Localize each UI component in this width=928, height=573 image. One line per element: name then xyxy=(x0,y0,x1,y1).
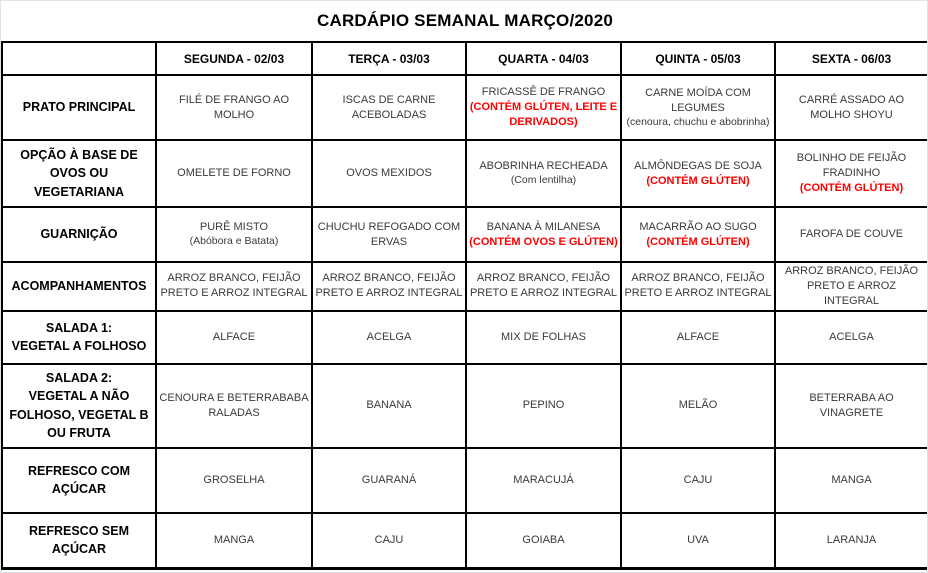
dish-name: CHUCHU REFOGADO COM ERVAS xyxy=(317,220,461,248)
menu-cell xyxy=(466,448,621,513)
menu-cell xyxy=(621,311,775,364)
dish-name: PEPINO xyxy=(522,399,565,412)
menu-cell xyxy=(156,364,312,448)
menu-cell xyxy=(466,207,621,262)
dish-name: BOLINHO DE FEIJÃO FRADINHO xyxy=(796,152,907,180)
row-label: SALADA 1: VEGETAL A FOLHOSO xyxy=(2,311,156,364)
menu-cell xyxy=(466,75,621,140)
dish-name: FILÉ DE FRANGO AO MOLHO xyxy=(178,93,290,121)
dish-name: GUARANÁ xyxy=(361,473,417,486)
dish-name: ABOBRINHA RECHEADA xyxy=(479,160,608,173)
menu-cell xyxy=(621,207,775,262)
menu-cell xyxy=(156,207,312,262)
allergen-warning: (CONTÉM GLÚTEN, LEITE E DERIVADOS) xyxy=(469,101,618,128)
row-label: GUARNIÇÃO xyxy=(2,207,156,262)
dish-name: ARROZ BRANCO, FEIJÃO PRETO E ARROZ INTEGRAL xyxy=(315,272,463,300)
dish-name: LARANJA xyxy=(826,533,877,546)
dish-name: BANANA xyxy=(366,399,412,412)
menu-cell xyxy=(156,311,312,364)
dish-name: PURÊ MISTO xyxy=(199,221,269,234)
menu-cell xyxy=(312,207,466,262)
menu-cell xyxy=(466,140,621,207)
menu-cell xyxy=(466,513,621,569)
day-header: SEXTA - 06/03 xyxy=(775,42,928,75)
dish-name: BETERRABA AO VINAGRETE xyxy=(809,391,894,419)
row-label: SALADA 2: VEGETAL A NÃO FOLHOSO, VEGETAL B OU FRUTA xyxy=(2,364,156,448)
row-label: REFRESCO SEM AÇÚCAR xyxy=(2,513,156,569)
menu-cell xyxy=(621,262,775,311)
allergen-warning: (CONTÉM GLÚTEN) xyxy=(646,235,750,248)
dish-name: UVA xyxy=(687,533,709,546)
dish-name: MACARRÃO AO SUGO xyxy=(639,220,757,233)
dish-name: CARNE MOÍDA COM LEGUMES xyxy=(645,86,751,114)
dish-name: GOIABA xyxy=(522,533,565,546)
row-label: REFRESCO COM AÇÚCAR xyxy=(2,448,156,513)
menu-cell xyxy=(312,513,466,569)
dish-name: CARRÉ ASSADO AO MOLHO SHOYU xyxy=(798,93,905,121)
menu-row xyxy=(2,262,928,311)
row-label: PRATO PRINCIPAL xyxy=(2,75,156,140)
dish-name: MELÃO xyxy=(678,399,718,412)
allergen-warning: (CONTÉM GLÚTEN) xyxy=(799,181,904,194)
menu-cell xyxy=(466,364,621,448)
dish-name: FAROFA DE COUVE xyxy=(799,228,904,241)
dish-name: ARROZ BRANCO, FEIJÃO PRETO E ARROZ INTEGRAL xyxy=(160,272,308,300)
menu-cell xyxy=(312,448,466,513)
dish-name: ARROZ BRANCO, FEIJÃO PRETO E ARROZ INTEGRAL xyxy=(624,272,772,300)
menu-cell xyxy=(312,140,466,207)
day-header: QUINTA - 05/03 xyxy=(621,42,775,75)
menu-cell xyxy=(312,364,466,448)
menu-cell xyxy=(775,448,928,513)
dish-name: CAJU xyxy=(683,473,713,486)
menu-cell xyxy=(775,207,928,262)
dish-name: ISCAS DE CARNE ACEBOLADAS xyxy=(342,93,436,121)
dish-name: CENOURA E BETERRABABA RALADAS xyxy=(159,391,309,419)
menu-cell xyxy=(466,262,621,311)
day-header: SEGUNDA - 02/03 xyxy=(156,42,312,75)
row-label: ACOMPANHAMENTOS xyxy=(2,262,156,311)
day-header: TERÇA - 03/03 xyxy=(312,42,466,75)
corner-cell xyxy=(2,42,156,75)
dish-name: BANANA À MILANESA xyxy=(486,220,601,233)
dish-name: OVOS MEXIDOS xyxy=(346,167,432,180)
dish-name: FRICASSÊ DE FRANGO xyxy=(481,86,606,99)
dish-name: ALFACE xyxy=(212,330,256,343)
dish-name: ALFACE xyxy=(676,330,720,343)
menu-row xyxy=(2,207,928,262)
dish-name: ARROZ BRANCO, FEIJÃO PRETO E ARROZ INTEGRAL xyxy=(784,265,919,307)
dish-name: GROSELHA xyxy=(203,473,265,486)
menu-cell xyxy=(156,140,312,207)
menu-cell xyxy=(775,140,928,207)
dish-name: MARACUJÁ xyxy=(513,473,574,486)
header-row xyxy=(2,42,928,75)
menu-cell xyxy=(621,75,775,140)
page-title: CARDÁPIO SEMANAL MARÇO/2020 xyxy=(2,1,928,42)
dish-name: MIX DE FOLHAS xyxy=(501,330,586,343)
dish-name: CAJU xyxy=(374,533,404,546)
menu-row xyxy=(2,513,928,569)
menu-cell xyxy=(775,311,928,364)
day-header: QUARTA - 04/03 xyxy=(466,42,621,75)
menu-row xyxy=(2,311,928,364)
menu-cell xyxy=(621,513,775,569)
menu-cell xyxy=(156,262,312,311)
menu-cell xyxy=(621,140,775,207)
menu-cell xyxy=(775,364,928,448)
menu-cell xyxy=(156,513,312,569)
menu-cell xyxy=(775,75,928,140)
dish-detail-note: (Com lentilha) xyxy=(510,174,577,187)
menu-cell xyxy=(621,364,775,448)
menu-cell xyxy=(312,311,466,364)
title-row xyxy=(2,1,928,42)
dish-name: ACELGA xyxy=(366,330,412,343)
menu-cell xyxy=(775,262,928,311)
menu-cell xyxy=(312,262,466,311)
menu-cell xyxy=(312,75,466,140)
dish-detail-note: (cenoura, chuchu e abobrinha) xyxy=(626,115,770,128)
menu-row xyxy=(2,448,928,513)
dish-name: MANGA xyxy=(213,533,255,546)
dish-name: MANGA xyxy=(831,473,872,486)
dish-name: ALMÔNDEGAS DE SOJA xyxy=(634,159,762,172)
dish-detail-note: (Abóbora e Batata) xyxy=(189,235,279,248)
allergen-warning: (CONTÉM GLÚTEN) xyxy=(646,174,750,187)
menu-cell xyxy=(621,448,775,513)
menu-cell xyxy=(156,448,312,513)
menu-cell xyxy=(156,75,312,140)
dish-name: ACELGA xyxy=(829,330,874,343)
allergen-warning: (CONTÉM OVOS E GLÚTEN) xyxy=(469,235,618,248)
menu-row xyxy=(2,75,928,140)
menu-row xyxy=(2,364,928,448)
menu-cell xyxy=(466,311,621,364)
menu-row xyxy=(2,140,928,207)
weekly-menu-table xyxy=(1,1,928,570)
dish-name: ARROZ BRANCO, FEIJÃO PRETO E ARROZ INTEGRAL xyxy=(469,272,618,300)
dish-name: OMELETE DE FORNO xyxy=(177,167,291,180)
row-label: OPÇÃO À BASE DE OVOS OU VEGETARIANA xyxy=(2,140,156,207)
menu-cell xyxy=(775,513,928,569)
